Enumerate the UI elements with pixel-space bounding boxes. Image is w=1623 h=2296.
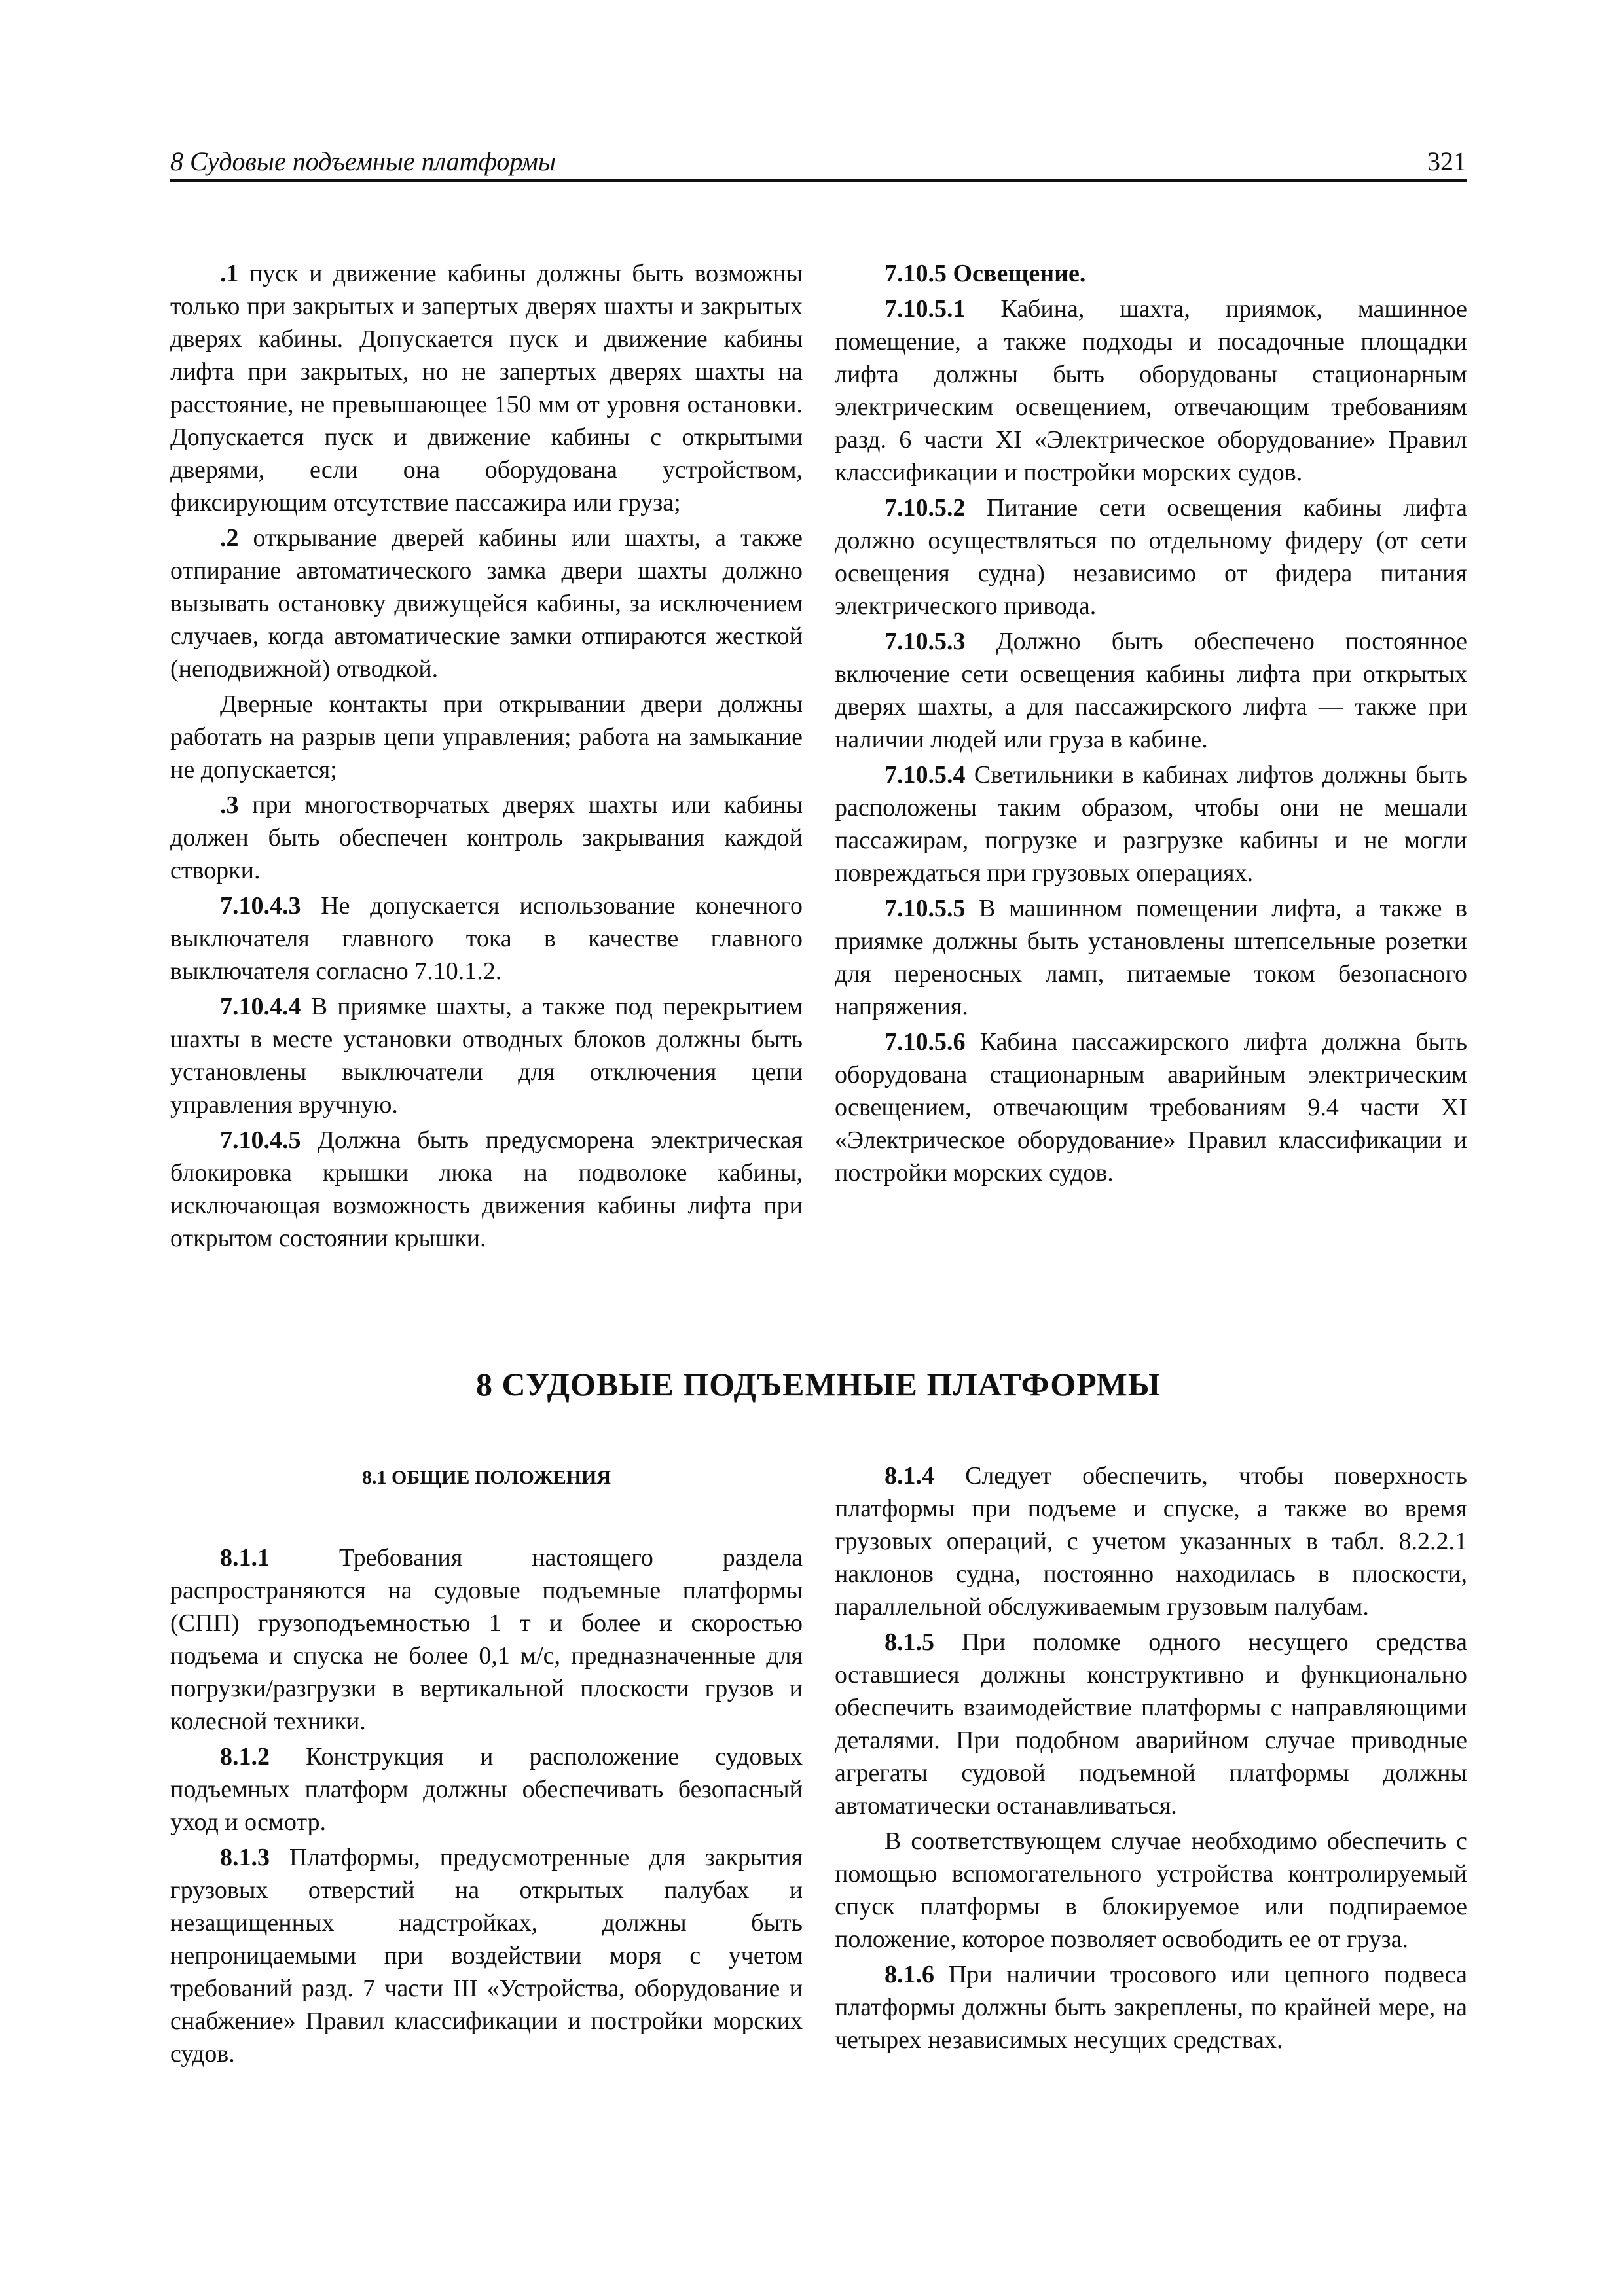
paragraph-text: Требования настоящего раздела распространяются на судовые подъемные платформы (СПП) грузоподъемностью 1 т и более и скоростью подъема и спуска не более 0,1 м/с, предназначенные для погрузки/разгрузки в вертикальной плоскости грузов и колесной техники.: [170, 1544, 803, 1735]
bottom-left-column: [170, 1541, 803, 2073]
paragraph: [170, 257, 803, 519]
subsection-title: 8.1 ОБЩИЕ ПОЛОЖЕНИЯ: [361, 1467, 611, 1488]
paragraph-text: открывание дверей кабины или шахты, а также отпирание автоматического замка двери шахты должно вызывать остановку движущейся кабины, за исключением случаев, когда автоматические замки отпираются жесткой (неподвижной) отводкой.: [170, 524, 803, 683]
top-left-column: [170, 257, 803, 1257]
clause-number: 7.10.5.4: [884, 761, 966, 789]
paragraph-text: Платформы, предусмотренные для закрытия грузовых отверстий на открытых палубах и незащищенных надстройках, должны быть непроницаемыми при воздействии моря с учетом требований разд. 7 части III «Устройства, оборудование и снабжение» Правил классификации и постройки морских судов.: [170, 1844, 803, 2068]
paragraph: [835, 1825, 1467, 1956]
paragraph-text: В соответствующем случае необходимо обеспечить с помощью вспомогательного устройства контролируемый спуск платформы в блокируемое или подпираемое положение, которое позволяет освободить ее от груза.: [835, 1827, 1467, 1953]
paragraph: [170, 1841, 803, 2070]
paragraph: [835, 1958, 1467, 2056]
paragraph-text: Не допускается использование конечного выключателя главного тока в качестве главного выключателя согласно 7.10.1.2.: [170, 892, 803, 985]
paragraph-text: При поломке одного несущего средства оставшиеся должны конструктивно и функционально обеспечить взаимодействие платформы с направляющими деталями. При подобном аварийном случае приводные агрегаты судовой подъемной платформы должны автоматически останавливаться.: [835, 1628, 1467, 1820]
paragraph: [835, 1626, 1467, 1822]
paragraph-text: Кабина пассажирского лифта должна быть оборудована стационарным аварийным электрическим освещением, отвечающим требованиям 9.4 части XI «Электрическое оборудование» Правил классификации и постройки морских судов.: [835, 1028, 1467, 1187]
paragraph: [835, 1460, 1467, 1623]
paragraph: [170, 1124, 803, 1255]
paragraph: [835, 492, 1467, 622]
paragraph: [835, 1026, 1467, 1189]
item-number: .3: [220, 791, 239, 819]
bottom-right-column: [835, 1460, 1467, 2059]
clause-number: 7.10.5.1: [884, 295, 966, 323]
paragraph: [835, 625, 1467, 756]
header-rule: [170, 179, 1467, 182]
clause-number: 8.1.5: [884, 1628, 934, 1656]
paragraph-text: Дверные контакты при открывании двери должны работать на разрыв цепи управления; работа на замыкание не допускается;: [170, 691, 803, 783]
clause-heading: 7.10.5 Освещение.: [884, 260, 1086, 287]
paragraph-text: При наличии тросового или цепного подвеса платформы должны быть закреплены, по крайней мере, на четырех независимых несущих средствах.: [835, 1961, 1467, 2054]
paragraph: [835, 759, 1467, 889]
clause-number: 7.10.5.2: [884, 494, 966, 522]
paragraph-text: Светильники в кабинах лифтов должны быть расположены таким образом, чтобы они не мешали пассажирам, погрузке и разгрузке кабины и не могли повреждаться при грузовых операциях.: [835, 761, 1467, 887]
paragraph-text: Питание сети освещения кабины лифта должно осуществляться по отдельному фидеру (от сети освещения судна) независимо от фидера питания электрического привода.: [835, 494, 1467, 620]
clause-number: 7.10.5.6: [884, 1028, 966, 1056]
running-title: 8 Судовые подъемные платформы: [170, 147, 556, 176]
paragraph: [835, 293, 1467, 489]
clause-number: 7.10.5.5: [884, 895, 966, 922]
paragraph-text: Должно быть обеспечено постоянное включение сети освещения кабины лифта при открытых дверях шахты, а для пассажирского лифта — также при наличии людей или груза в кабине.: [835, 628, 1467, 753]
top-right-column: [835, 257, 1467, 1192]
clause-number: 8.1.3: [220, 1844, 270, 1871]
paragraph-text: Кабина, шахта, приямок, машинное помещение, а также подходы и посадочные площадки лифта должны быть оборудованы стационарным электрическим освещением, отвечающим требованиям разд. 6 части XI «Электрическое оборудование» Правил классификации и постройки морских судов.: [835, 295, 1467, 486]
clause-number: 8.1.4: [884, 1462, 934, 1490]
item-number: .2: [220, 524, 239, 552]
paragraph-text: Следует обеспечить, чтобы поверхность платформы при подъеме и спуске, а также во время грузовых операций, с учетом указанных в табл. 8.2.2.1 наклонов судна, постоянно находилась в плоскости, параллельной обслуживаемым грузовым палубам.: [835, 1462, 1467, 1621]
clause-number: 8.1.2: [220, 1743, 270, 1770]
chapter-title: 8 СУДОВЫЕ ПОДЪЕМНЫЕ ПЛАТФОРМЫ: [476, 1366, 1161, 1403]
paragraph: [170, 1541, 803, 1738]
paragraph-text: при многостворчатых дверях шахты или кабины должен быть обеспечен контроль закрывания каждой створки.: [170, 791, 803, 884]
clause-number: 7.10.4.3: [220, 892, 301, 920]
paragraph: [835, 892, 1467, 1023]
paragraph-text: пуск и движение кабины должны быть возможны только при закрытых и запертых дверях шахты и закрытых дверях кабины. Допускается пуск и движение кабины лифта при закрытых, но не запертых дверях шахты на расстояние, не превышающее 150 мм от уровня остановки. Допускается пуск и движение кабины с открытыми дверями, если она оборудована устройством, фиксирующим отсутствие пассажира или груза;: [170, 260, 803, 516]
clause-number: 8.1.1: [220, 1544, 270, 1571]
paragraph: [170, 789, 803, 887]
paragraph-text: Должна быть предусморена электрическая блокировка крышки люка на подволоке кабины, исключающая возможность движения кабины лифта при открытом состоянии крышки.: [170, 1126, 803, 1252]
clause-number: 7.10.5.3: [884, 628, 966, 655]
paragraph-text: В приямке шахты, а также под перекрытием шахты в месте установки отводных блоков должны быть установлены выключатели для отключения цепи управления вручную.: [170, 993, 803, 1119]
paragraph: [170, 990, 803, 1121]
paragraph: [170, 522, 803, 685]
page-number: 321: [1427, 147, 1467, 176]
paragraph: [170, 688, 803, 786]
clause-number: 7.10.4.4: [220, 993, 301, 1020]
paragraph-text: В машинном помещении лифта, а также в приямке должны быть установлены штепсельные розетки для переносных ламп, питаемые током безопасного напряжения.: [835, 895, 1467, 1020]
paragraph: [170, 1740, 803, 1839]
paragraph: [170, 889, 803, 988]
clause-number: 7.10.4.5: [220, 1126, 301, 1154]
clause-number: 8.1.6: [884, 1961, 934, 1988]
item-number: .1: [220, 260, 239, 287]
paragraph-text: Конструкция и расположение судовых подъемных платформ должны обеспечивать безопасный уход и осмотр.: [170, 1743, 803, 1836]
running-header: [170, 145, 1467, 182]
